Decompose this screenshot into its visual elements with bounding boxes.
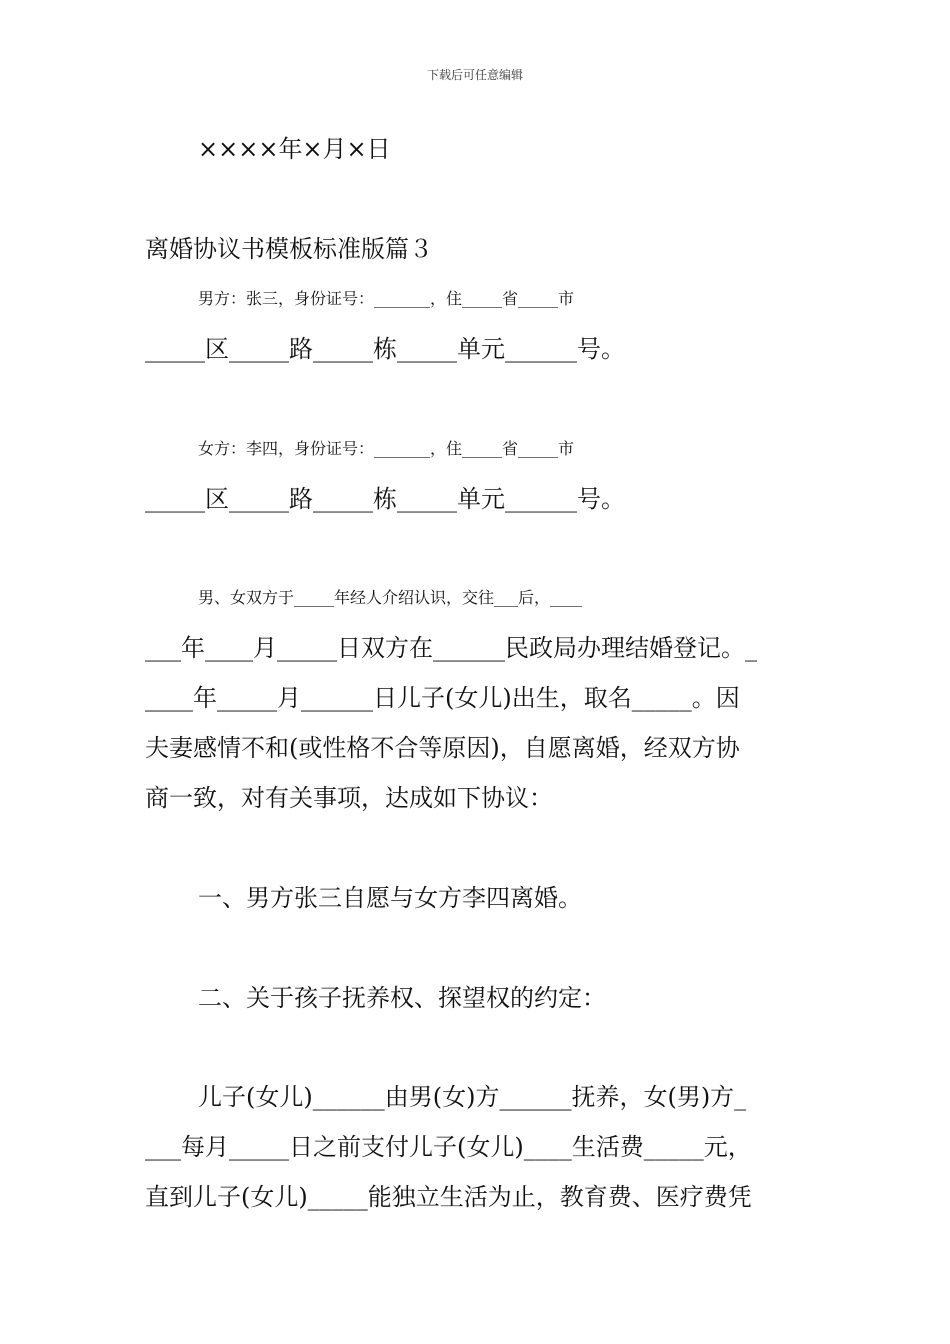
paragraph-line: 男、女双方于_____年经人介绍认识，交往___后，____ [198, 588, 583, 607]
item-two: 二、关于孩子抚养权、探望权的约定： [198, 984, 606, 1012]
man-line-1: 男方：张三，身份证号：_______，住_____省_____市 [198, 289, 575, 308]
paragraph-line: ___年____月_____日双方在______民政局办理结婚登记。_ [145, 634, 757, 662]
woman-line-2: _____区_____路_____栋_____单元______号。 [145, 485, 625, 513]
woman-line-1: 女方：李四，身份证号：_______，住_____省_____市 [198, 439, 575, 458]
date-line: ××××年×月×日 [198, 135, 391, 163]
header-note: 下载后可任意编辑 [426, 68, 523, 82]
child-line: ___每月_____日之前支付儿子(女儿)____生活费_____元， [145, 1133, 752, 1161]
man-line-2: _____区_____路_____栋_____单元______号。 [145, 335, 625, 363]
item-one: 一、男方张三自愿与女方李四离婚。 [198, 884, 582, 912]
paragraph-line: 商一致，对有关事项，达成如下协议： [145, 784, 553, 812]
paragraph-line: 夫妻感情不和(或性格不合等原因)，自愿离婚，经双方协 [145, 734, 740, 762]
child-line: 儿子(女儿)______由男(女)方______抚养，女(男)方_ [198, 1083, 747, 1111]
paragraph-line: ____年_____月______日儿子(女儿)出生，取名_____。因 [145, 684, 740, 712]
document-title: 离婚协议书模板标准版篇３ [145, 235, 433, 263]
child-line: 直到儿子(女儿)_____能独立生活为止，教育费、医疗费凭 [145, 1183, 752, 1211]
